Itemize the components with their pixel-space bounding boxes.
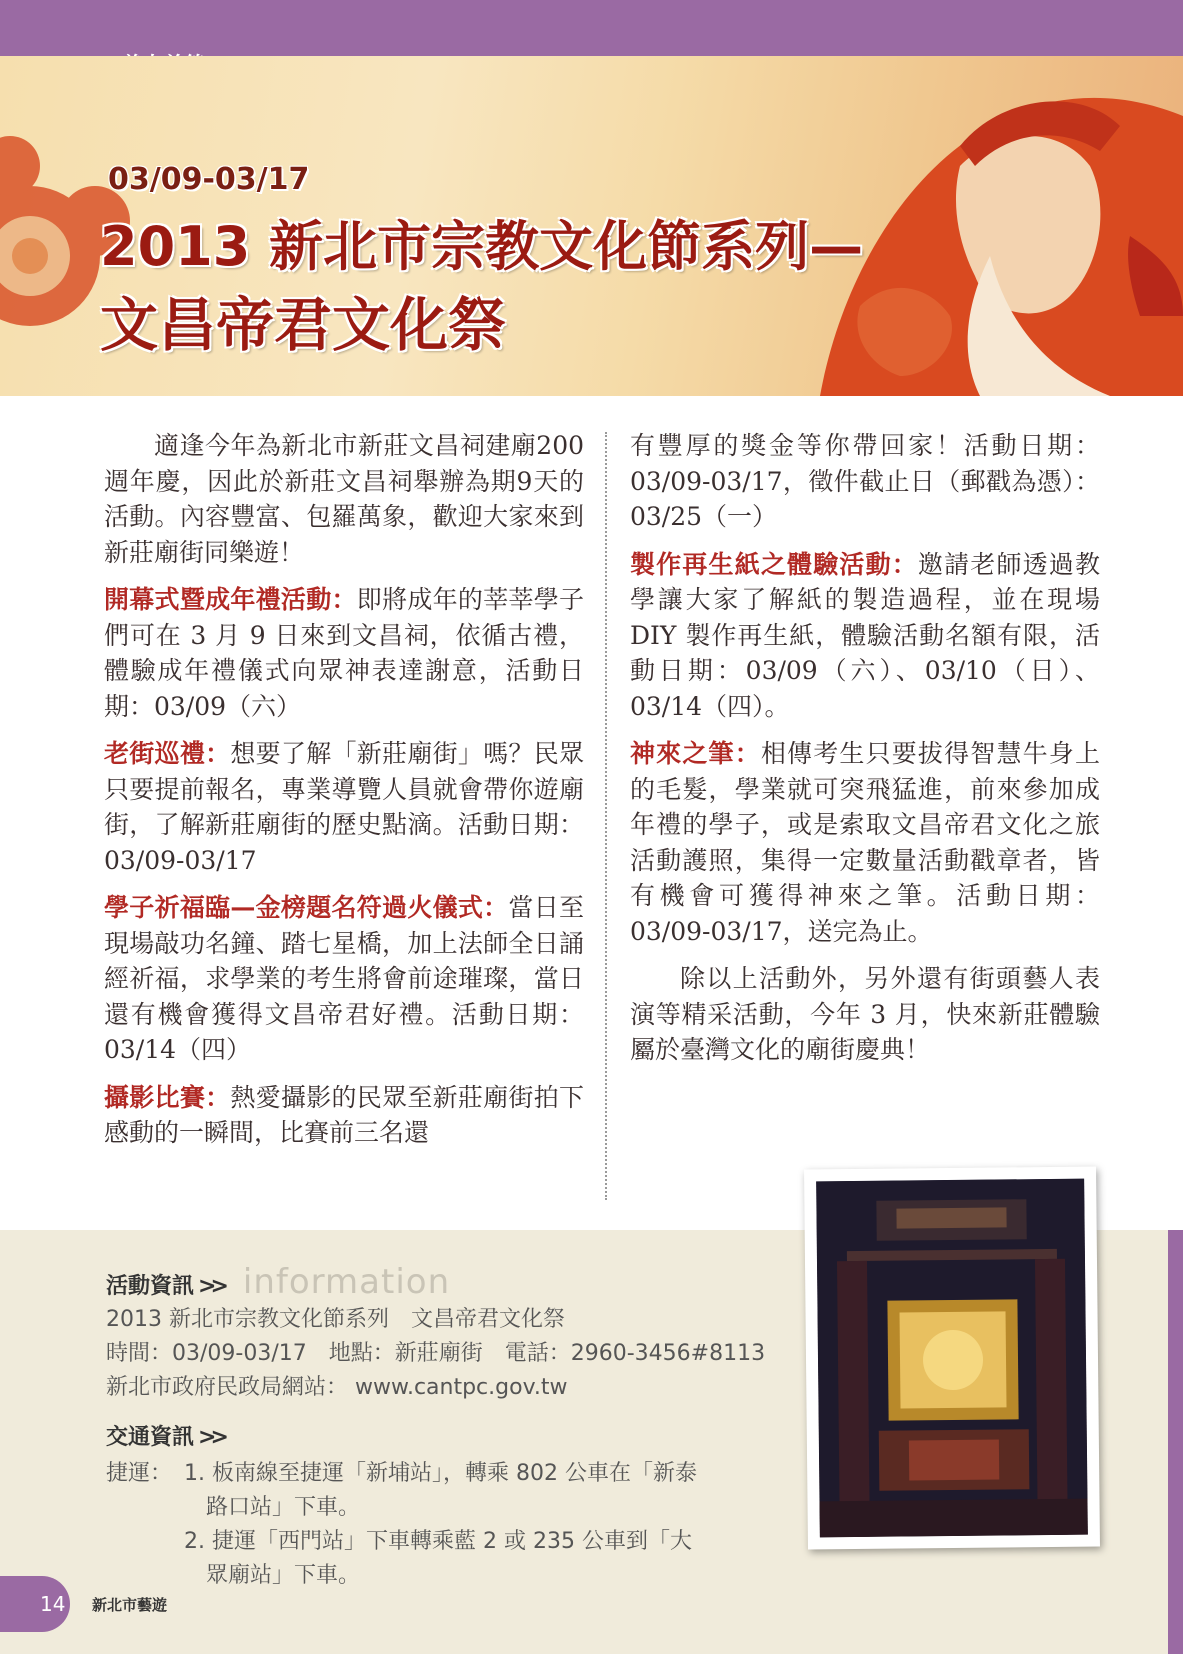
activity-item	[104, 1080, 584, 1151]
temple-illustration	[816, 1179, 1088, 1538]
transport-route-1-cont: 路口站」下車。	[206, 1495, 361, 1520]
activity-item	[630, 547, 1100, 725]
transport-route-1: 1. 板南線至捷運「新埔站」，轉乘 802 公車在「新泰	[184, 1461, 697, 1486]
double-chevron-icon: >>	[198, 1274, 223, 1299]
transport-route-2: 2. 捷運「西門站」下車轉乘藍 2 或 235 公車到「大	[184, 1529, 692, 1554]
page-title-line-2: 文昌帝君文化祭	[100, 291, 507, 359]
info-website: 新北市政府民政局網站： www.cantpc.gov.tw	[106, 1375, 568, 1400]
hero-banner	[0, 56, 1183, 396]
right-edge-strip	[1168, 1230, 1183, 1654]
activity-title: 製作再生紙之體驗活動：	[630, 549, 918, 579]
intro-paragraph: 適逢今年為新北市新莊文昌祠建廟200週年慶，因此於新莊文昌祠舉辦為期9天的活動。內容豐富、包羅萬象，歡迎大家來到新莊廟街同樂遊！	[104, 431, 584, 567]
continued-paragraph: 有豐厚的獎金等你帶回家！活動日期：03/09-03/17，徵件截止日（郵戳為憑）：03/25（一）	[630, 431, 1100, 531]
page-title-line-1: 2013 新北市宗教文化節系列—	[100, 215, 864, 278]
magazine-name: 新北市藝遊	[92, 1596, 168, 1614]
info-heading-en: information	[242, 1262, 451, 1302]
activity-title: 老街巡禮：	[104, 739, 231, 768]
column-divider	[605, 432, 607, 1200]
activity-item	[104, 890, 584, 1068]
activity-item	[630, 736, 1100, 949]
info-heading: 活動資訊	[106, 1274, 195, 1299]
activity-text: 邀請老師透過教學讓大家了解紙的製造過程，並在現場 DIY 製作再生紙，體驗活動名額有限，活動日期：03/09（六）、03/10（日）、03/14（四）。	[630, 549, 1100, 721]
article-left-column	[104, 428, 584, 1163]
activity-text: 相傳考生只要拔得智慧牛身上的毛髮，學業就可突飛猛進，前來參加成年禮的學子，或是索取文昌帝君文化之旅活動護照，集得一定數量活動戳章者，皆有機會可獲得神來之筆。活動日期：03/09-03/17，送完為止。	[630, 739, 1100, 946]
activity-title: 學子祈福臨—金榜題名符過火儀式：	[104, 893, 509, 922]
activity-text: 當日至現場敲功名鐘、踏七星橋，加上法師全日誦經祈福，求學業的考生將會前途璀璨，當日還有機會獲得文昌帝君好禮。活動日期：03/14（四）	[104, 893, 584, 1064]
activity-text: 即將成年的莘莘學子們可在 3 月 9 日來到文昌祠，依循古禮，體驗成年禮儀式向眾神表達謝意，活動日期：03/09（六）	[104, 585, 584, 721]
transport-route-2-cont: 眾廟站」下車。	[206, 1563, 361, 1588]
closing-paragraph: 除以上活動外，另外還有街頭藝人表演等精采活動，今年 3 月，快來新莊體驗屬於臺灣文化的廟街慶典！	[630, 964, 1100, 1064]
temple-photo-image	[816, 1179, 1088, 1538]
activity-title: 神來之筆：	[630, 739, 761, 768]
article-right-column	[630, 428, 1100, 1080]
double-chevron-icon: >>	[198, 1425, 223, 1450]
page-number: 14	[40, 1592, 66, 1616]
info-heading-row	[106, 1262, 450, 1302]
activity-item	[104, 582, 584, 724]
page-number-badge	[0, 1576, 70, 1632]
activity-text: 熱愛攝影的民眾至新莊廟街拍下感動的一瞬間，比賽前三名還	[104, 1082, 584, 1147]
activity-item	[104, 736, 584, 878]
activity-text: 想要了解「新莊廟街」嗎？民眾只要提前報名，專業導覽人員就會帶你遊廟街，了解新莊廟街的歷史點滴。活動日期：03/09-03/17	[104, 739, 584, 875]
temple-photo	[804, 1166, 1100, 1549]
activity-title: 攝影比賽：	[104, 1082, 231, 1112]
info-details: 時間：03/09-03/17 地點：新莊廟街 電話：2960-3456#8113	[106, 1341, 766, 1366]
transport-prefix: 捷運：	[106, 1461, 173, 1486]
info-event-name: 2013 新北市宗教文化節系列 文昌帝君文化祭	[106, 1307, 565, 1332]
event-date: 03/09-03/17	[108, 162, 310, 197]
activity-title: 開幕式暨成年禮活動：	[104, 585, 357, 614]
transport-heading-row	[106, 1420, 223, 1451]
transport-heading: 交通資訊	[106, 1425, 195, 1450]
